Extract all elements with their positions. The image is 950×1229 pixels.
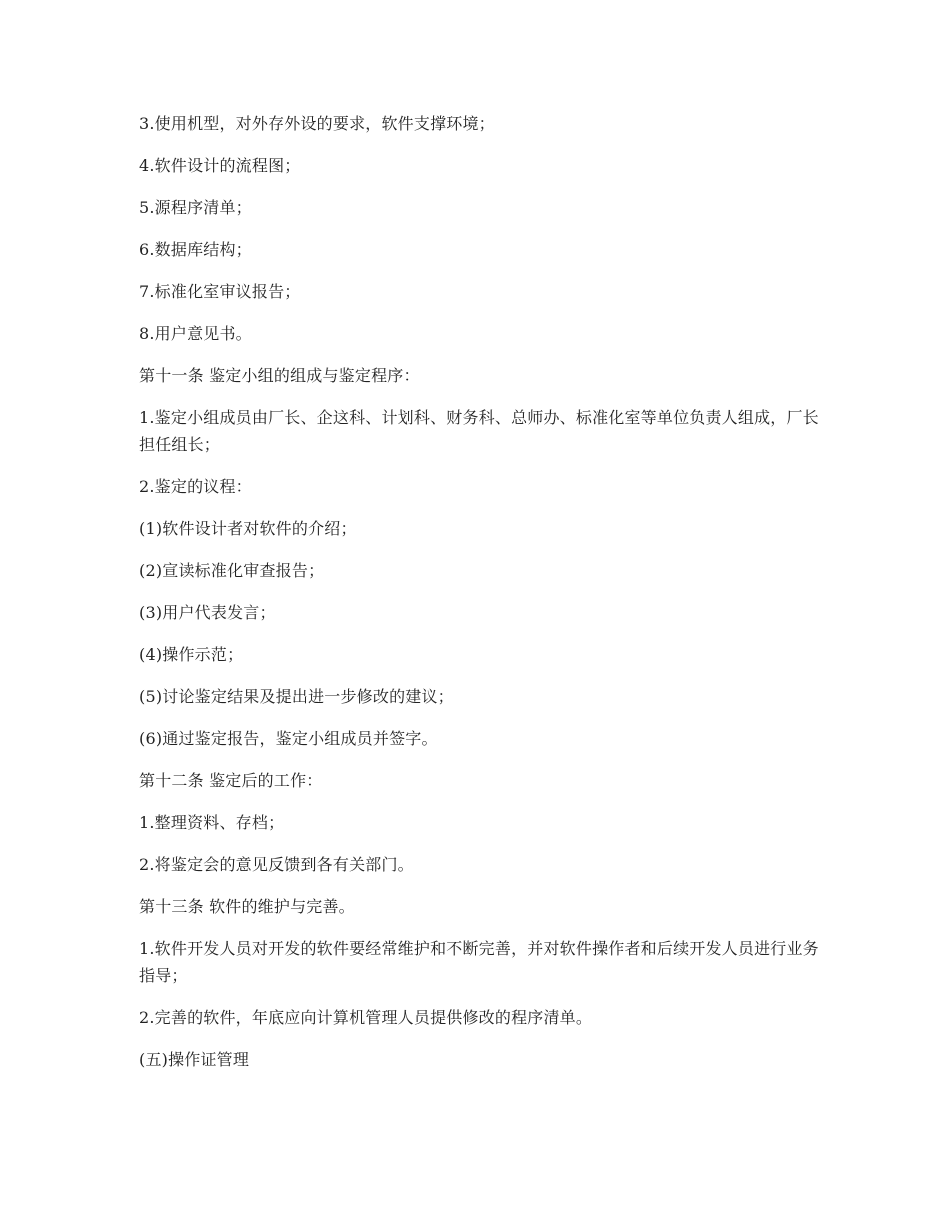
paragraph-gap [139,752,819,767]
section-heading: 第十二条 鉴定后的工作： [139,771,323,790]
paragraph: 1.鉴定小组成员由厂长、企这科、计划科、财务科、总师办、标准化室等单位负责人组成，厂长担任组长； [139,408,819,454]
paragraph: (2)宣读标准化审查报告； [139,561,325,580]
paragraph-gap [139,347,819,362]
section-heading: (五)操作证管理 [139,1050,250,1069]
paragraph-gap [139,989,819,1004]
paragraph-gap [139,542,819,557]
paragraph: 2.将鉴定会的意见反馈到各有关部门。 [139,855,414,874]
paragraph-gap [139,878,819,893]
paragraph-gap [139,920,819,935]
paragraph: 2.完善的软件，年底应向计算机管理人员提供修改的程序清单。 [139,1008,593,1027]
paragraph-gap [139,794,819,809]
paragraph: 7.标准化室审议报告； [139,282,301,301]
document-body [139,110,819,1073]
paragraph-gap [139,458,819,473]
paragraph: (5)讨论鉴定结果及提出进一步修改的建议； [139,687,454,706]
section-heading: 第十三条 软件的维护与完善。 [139,897,355,916]
paragraph: 6.数据库结构； [139,240,252,259]
section-heading: 第十一条 鉴定小组的组成与鉴定程序： [139,366,420,385]
paragraph-gap [139,500,819,515]
paragraph-gap [139,668,819,683]
paragraph: (4)操作示范； [139,645,244,664]
paragraph: 5.源程序清单； [139,198,252,217]
paragraph-gap [139,137,819,152]
paragraph: 4.软件设计的流程图； [139,156,301,175]
paragraph: 8.用户意见书。 [139,324,252,343]
paragraph-gap [139,836,819,851]
paragraph: (3)用户代表发言； [139,603,276,622]
paragraph: 3.使用机型，对外存外设的要求，软件支撑环境； [139,114,495,133]
paragraph: 2.鉴定的议程： [139,477,252,496]
paragraph-gap [139,389,819,404]
paragraph: (1)软件设计者对软件的介绍； [139,519,357,538]
paragraph: (6)通过鉴定报告，鉴定小组成员并签字。 [139,729,438,748]
paragraph: 1.软件开发人员对开发的软件要经常维护和不断完善，并对软件操作者和后续开发人员进行业务指导； [139,939,819,985]
paragraph-gap [139,221,819,236]
paragraph-gap [139,584,819,599]
paragraph-gap [139,305,819,320]
paragraph-gap [139,1031,819,1046]
paragraph-gap [139,710,819,725]
paragraph-gap [139,263,819,278]
paragraph: 1.整理资料、存档； [139,813,285,832]
paragraph-gap [139,626,819,641]
paragraph-gap [139,179,819,194]
